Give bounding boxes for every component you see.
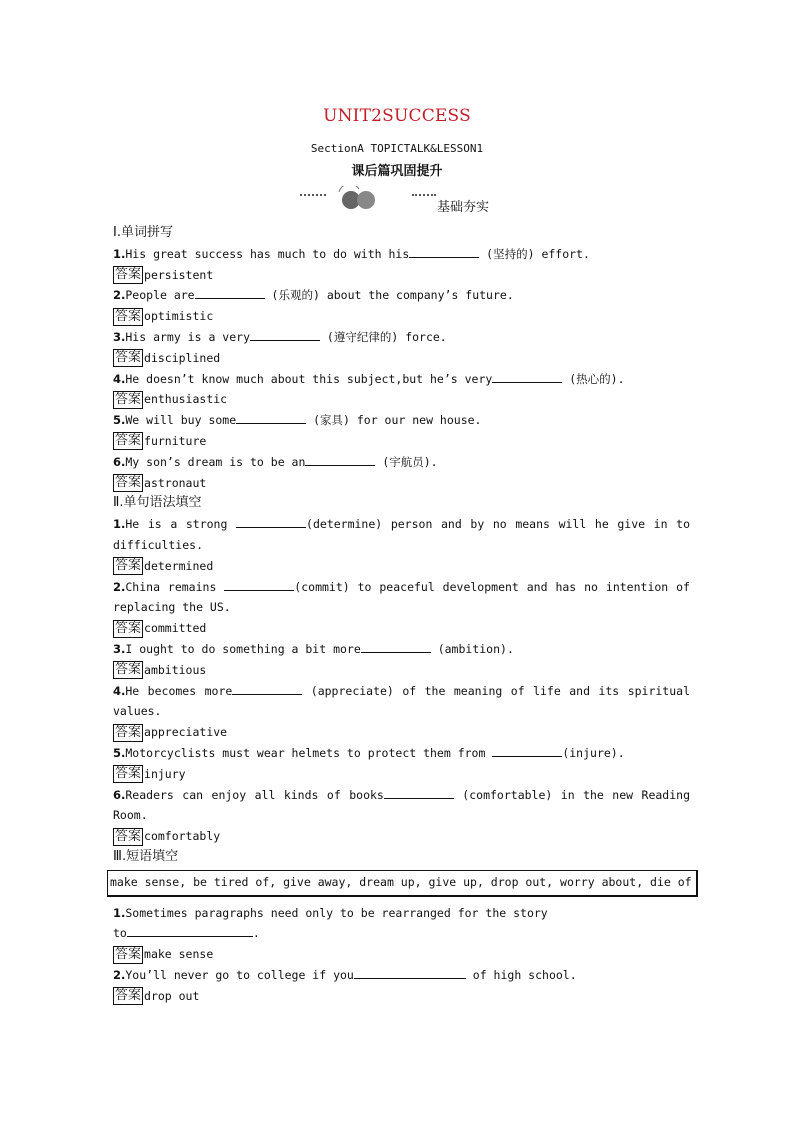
question-row: 1.Sometimes paragraphs need only to be rearranged for the story <box>113 905 548 920</box>
question-number: 2. <box>113 967 126 982</box>
answer-blank[interactable] <box>409 246 479 258</box>
question-number: 2. <box>113 288 126 303</box>
question-row: 5.Motorcyclists must wear helmets to protect them from (injure). <box>113 745 625 760</box>
answer-blank[interactable] <box>224 579 294 591</box>
question-row-continued: to . <box>113 926 260 941</box>
answer-tag: 答案 <box>115 724 142 740</box>
answer-row <box>113 556 690 577</box>
question-number: 2. <box>113 579 126 594</box>
answer-text: enthusiastic <box>144 392 228 407</box>
answer-blank[interactable] <box>305 454 375 466</box>
answer-text: persistent <box>144 267 214 282</box>
answer-text: determined <box>144 558 214 573</box>
question-number: 5. <box>113 413 126 428</box>
answer-text: injury <box>144 766 186 781</box>
question-number: 4. <box>113 371 126 386</box>
answer-row <box>113 389 690 410</box>
banner-label: 基础夯实 <box>437 200 490 215</box>
answer-blank[interactable] <box>250 329 320 341</box>
answer-blank[interactable] <box>492 371 562 383</box>
answer-row <box>113 764 690 785</box>
answer-row <box>113 431 690 452</box>
question-row: 4.He doesn’t know much about this subject,but he’s very (热心的). <box>113 371 625 386</box>
question-row: 6.Readers can enjoy all kinds of books (comfortable) in the new Reading Room. <box>113 787 690 823</box>
answer-tag: 答案 <box>115 946 142 962</box>
practice-subtitle: 课后篇巩固提升 <box>351 164 443 179</box>
answer-text: disciplined <box>144 350 221 365</box>
answer-text: make sense <box>144 947 214 962</box>
answer-row <box>113 473 690 494</box>
question-row: 4.He becomes more (appreciate) of the meaning of life and its spiritual values. <box>113 683 691 719</box>
answer-tag: 答案 <box>115 558 142 574</box>
section2-heading: Ⅱ.单句语法填空 <box>113 495 202 511</box>
answer-tag: 答案 <box>115 350 142 366</box>
question-row: 3.His army is a very (遵守纪律的) force. <box>113 329 447 344</box>
question-number: 3. <box>113 641 126 656</box>
answer-row <box>113 306 690 327</box>
answer-tag: 答案 <box>115 433 142 449</box>
answer-blank[interactable] <box>354 967 466 979</box>
banner-dots-right <box>412 194 436 200</box>
question-row: 1.His great success has much to do with his (坚持的) effort. <box>113 246 590 261</box>
question-row: 3.I ought to do something a bit more (ambition). <box>113 641 514 656</box>
answer-text: committed <box>144 621 207 636</box>
answer-row <box>113 986 690 1007</box>
answer-tag: 答案 <box>115 391 142 407</box>
question-row: 2.You’ll never go to college if you of high school. <box>113 967 577 982</box>
answer-text: astronaut <box>144 475 207 490</box>
answer-tag: 答案 <box>115 662 142 678</box>
question-number: 3. <box>113 329 126 344</box>
answer-tag: 答案 <box>115 988 142 1004</box>
question-number: 1. <box>113 905 126 920</box>
section1-heading: Ⅰ.单词拼写 <box>113 225 173 240</box>
answer-tag: 答案 <box>115 308 142 324</box>
question-row: 1.He is a strong (determine) person and by no means will he give in to difficulties. <box>113 517 691 552</box>
answer-blank[interactable] <box>492 745 562 757</box>
answer-text: comfortably <box>144 829 221 844</box>
answer-blank[interactable] <box>232 683 302 695</box>
answer-text: furniture <box>144 434 207 449</box>
unit-title: UNIT2SUCCESS <box>323 106 471 126</box>
question-number: 1. <box>113 246 126 261</box>
question-row: 2.People are (乐观的) about the company’s future. <box>113 288 514 303</box>
answer-text: appreciative <box>144 725 228 740</box>
banner-dots-left <box>300 194 326 200</box>
question-number: 5. <box>113 745 126 760</box>
answer-tag: 答案 <box>115 766 142 782</box>
question-number: 6. <box>113 787 126 802</box>
answer-blank[interactable] <box>195 287 265 299</box>
answer-row <box>113 660 690 681</box>
answer-blank[interactable] <box>384 787 454 799</box>
answer-text: ambitious <box>144 662 207 677</box>
answer-row <box>113 722 690 743</box>
answer-blank[interactable] <box>127 925 253 937</box>
answer-blank[interactable] <box>361 641 431 653</box>
answer-row <box>113 826 690 847</box>
question-row: 2.China remains (commit) to peaceful development and has no intention of replacing the US. <box>113 579 690 615</box>
answer-tag: 答案 <box>115 620 142 636</box>
question-number: 4. <box>113 683 126 698</box>
answer-row <box>113 618 690 639</box>
question-row: 6.My son’s dream is to be an (宇航员). <box>113 454 438 469</box>
section-banner <box>300 186 520 215</box>
answer-row <box>113 348 690 369</box>
answer-tag: 答案 <box>115 267 142 283</box>
answer-row <box>113 265 690 286</box>
answer-tag: 答案 <box>115 828 142 844</box>
answer-tag: 答案 <box>115 475 142 491</box>
answer-text: optimistic <box>144 309 214 324</box>
section-subtitle: SectionA TOPICTALK&LESSON1 <box>310 142 484 155</box>
answer-blank[interactable] <box>236 412 306 424</box>
question-number: 1. <box>113 517 126 532</box>
phrase-word-box: make sense, be tired of, give away, dream up, give up, drop out, worry about, die of <box>107 870 698 897</box>
banner-circles-icon <box>333 186 379 210</box>
answer-row <box>113 944 690 965</box>
answer-text: drop out <box>144 988 200 1003</box>
answer-blank[interactable] <box>236 516 306 528</box>
section3-heading: Ⅲ.短语填空 <box>113 848 179 864</box>
question-row: 5.We will buy some (家具) for our new house. <box>113 413 482 428</box>
question-number: 6. <box>113 454 126 469</box>
exercise-content <box>110 223 692 1006</box>
